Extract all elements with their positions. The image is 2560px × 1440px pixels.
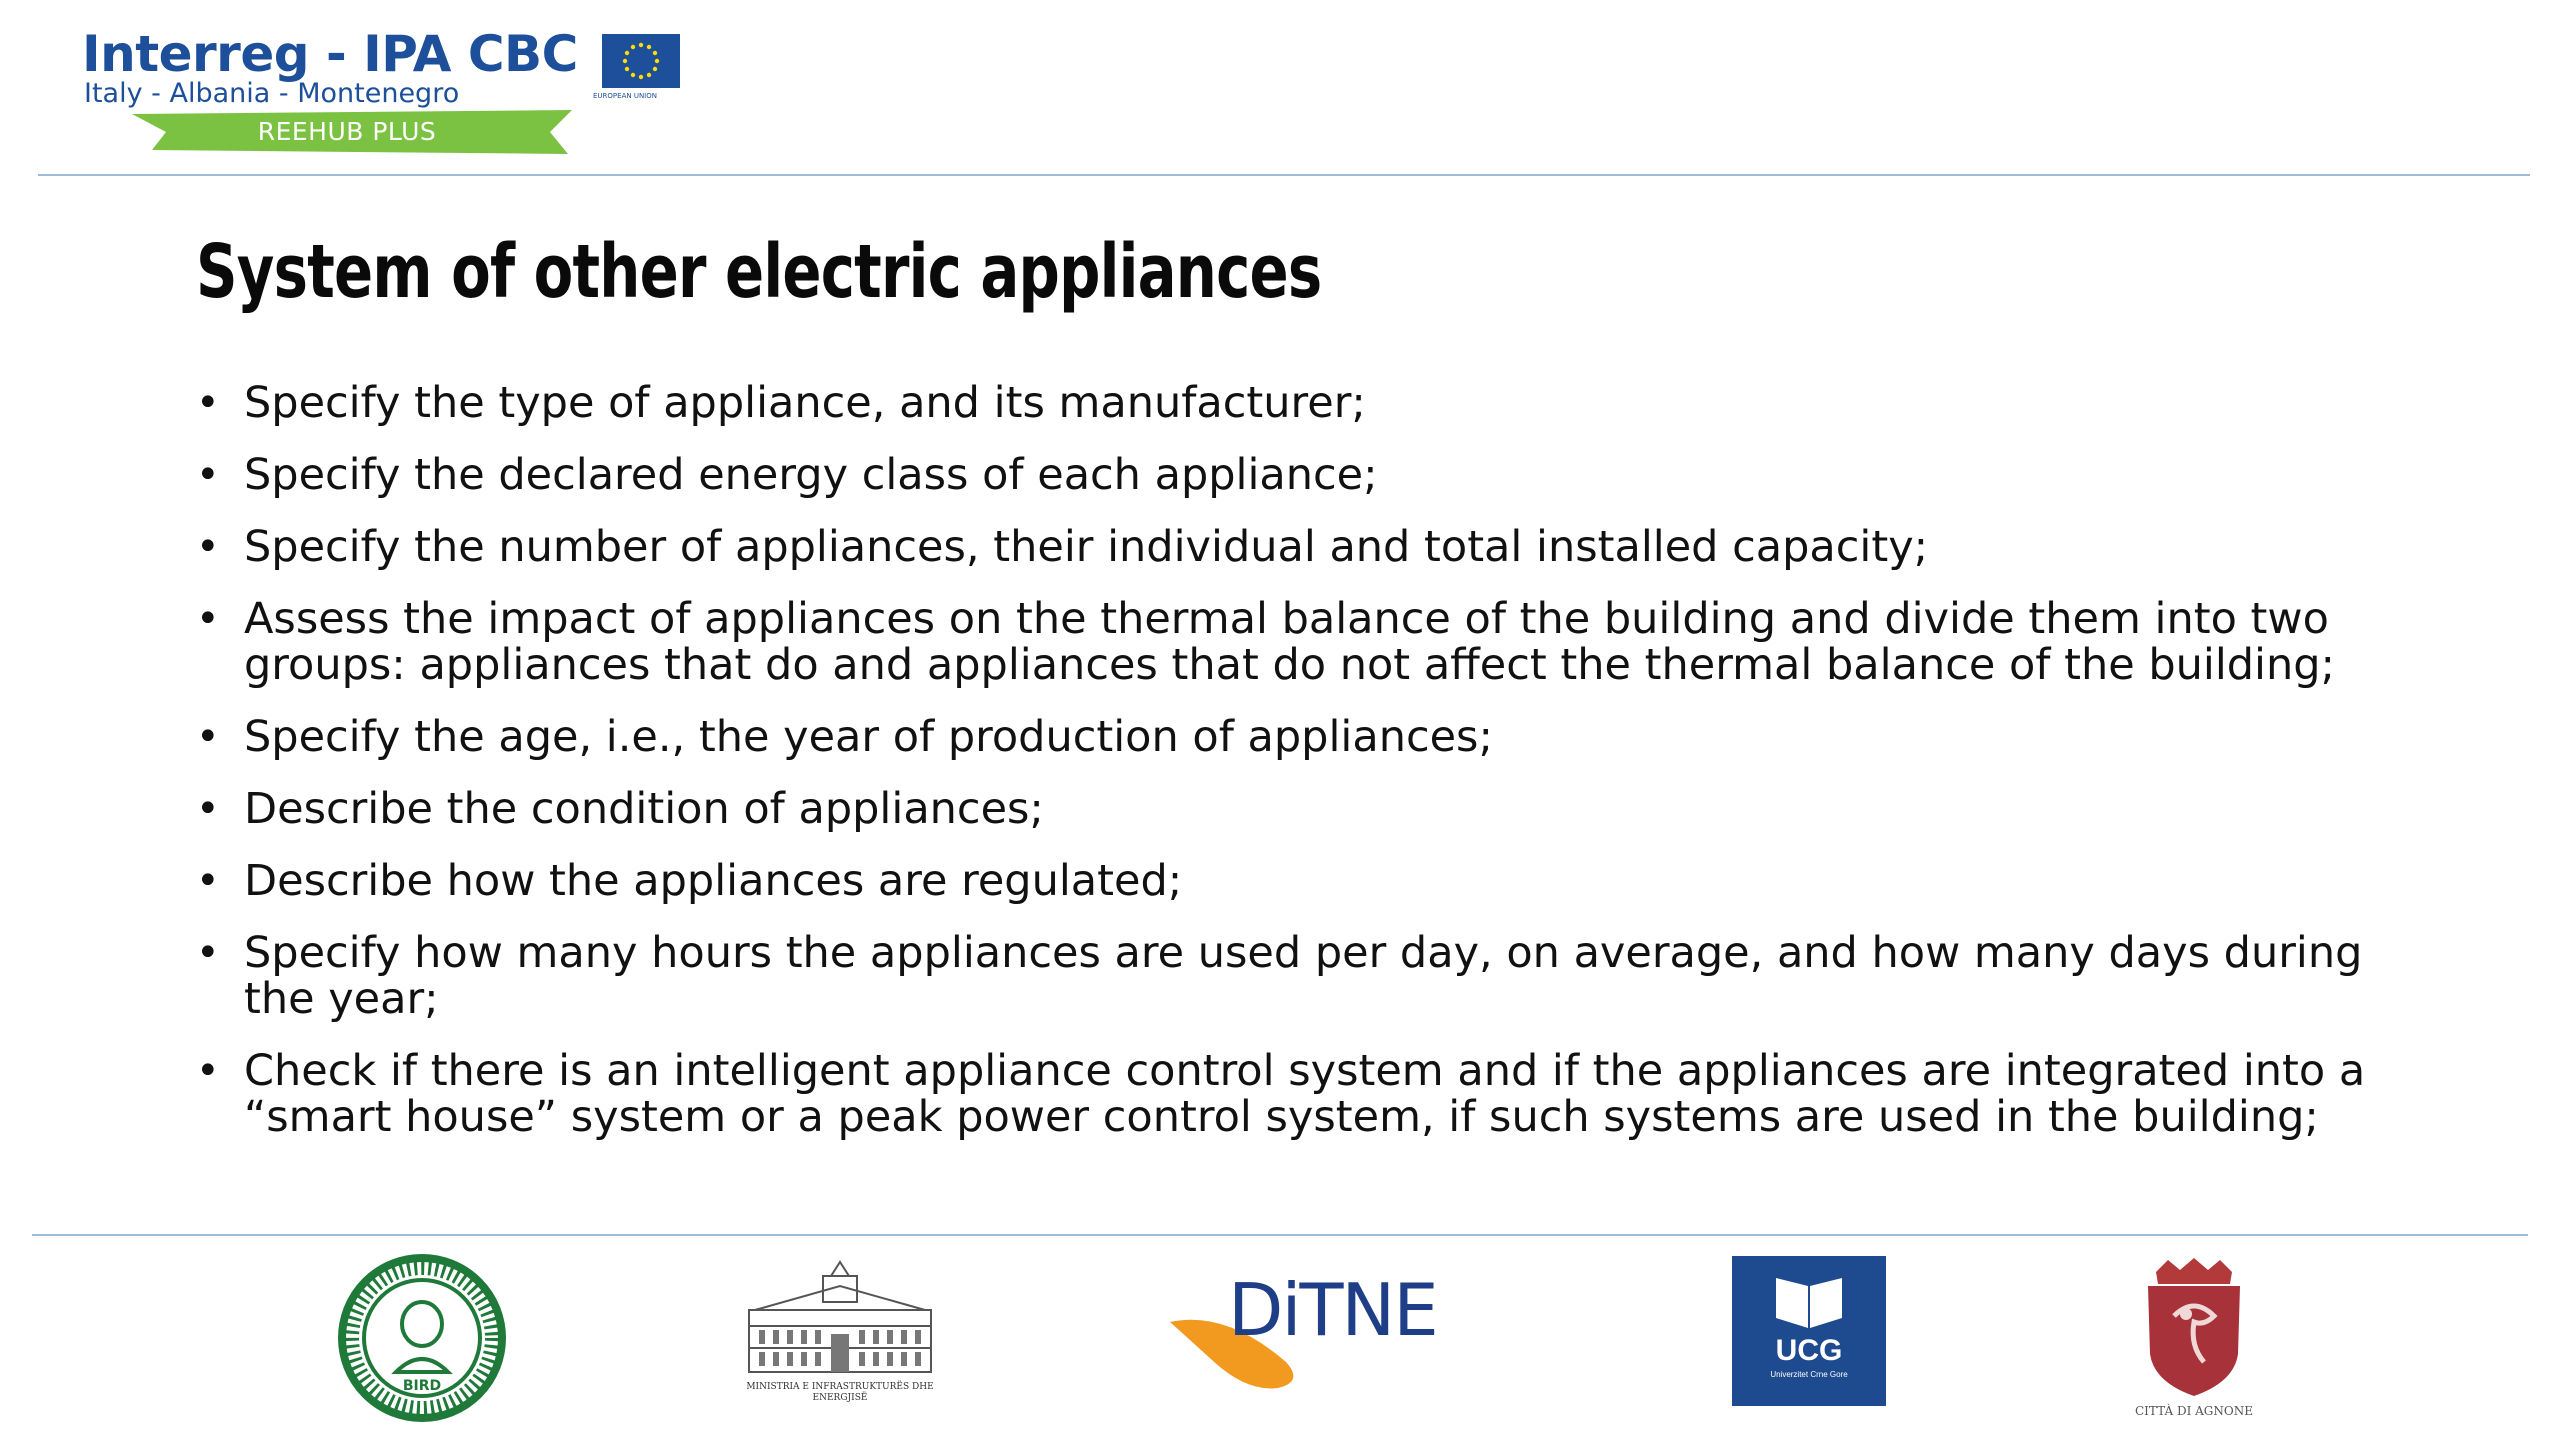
bird-text: BIRD bbox=[402, 1378, 442, 1394]
brand-countries: Italy - Albania - Montenegro bbox=[84, 78, 460, 109]
ministry-caption: MINISTRIA E INFRASTRUKTURËS DHE ENERGJISË bbox=[746, 1382, 934, 1403]
bullet-item bbox=[196, 930, 2416, 1022]
bird-institute-seal-icon bbox=[338, 1254, 506, 1422]
bullet-text: Check if there is an intelligent appliance control system and if the appliances are integrated into a “smart house” system or a peak power control system, if such systems are used in the building; bbox=[244, 1046, 2366, 1142]
bullet-item bbox=[196, 786, 2416, 832]
bullet-item bbox=[196, 596, 2416, 688]
ucg-book-icon bbox=[1732, 1256, 1886, 1336]
ucg-box bbox=[1732, 1256, 1886, 1406]
eu-label: EUROPEAN UNION bbox=[593, 92, 657, 100]
bullet-item bbox=[196, 524, 2416, 570]
bullet-text: Assess the impact of appliances on the thermal balance of the building and divide them into two groups: appliances that do and appliances that do not affect the thermal balance of the building; bbox=[244, 594, 2336, 690]
bullet-text: Describe how the appliances are regulated; bbox=[244, 856, 1183, 906]
bullet-text: Specify the declared energy class of each appliance; bbox=[244, 450, 1378, 500]
bullet-text: Describe the condition of appliances; bbox=[244, 784, 1044, 834]
bullet-dot-icon: • bbox=[196, 714, 220, 760]
bullet-text: Specify how many hours the appliances are used per day, on average, and how many days during the year; bbox=[244, 928, 2363, 1024]
project-banner bbox=[132, 110, 622, 154]
bullet-dot-icon: • bbox=[196, 524, 220, 570]
footer-divider bbox=[32, 1234, 2528, 1236]
bullet-item bbox=[196, 858, 2416, 904]
project-name: REEHUB PLUS bbox=[257, 117, 437, 146]
ministry-building-icon bbox=[735, 1256, 945, 1380]
bullet-item bbox=[196, 380, 2416, 426]
ucg-logo bbox=[1732, 1256, 1886, 1406]
ditne-text: DiTNE bbox=[1228, 1268, 1437, 1352]
bullet-text: Specify the number of appliances, their individual and total installed capacity; bbox=[244, 522, 1929, 572]
bullet-dot-icon: • bbox=[196, 786, 220, 832]
bullet-dot-icon: • bbox=[196, 858, 220, 904]
ucg-text: UCG bbox=[1775, 1334, 1843, 1367]
agnone-crest-icon bbox=[2134, 1256, 2254, 1402]
bullet-text: Specify the age, i.e., the year of production of appliances; bbox=[244, 712, 1493, 762]
bullet-list bbox=[196, 380, 2416, 1166]
bullet-item bbox=[196, 1048, 2416, 1140]
bullet-dot-icon: • bbox=[196, 452, 220, 498]
bird-logo bbox=[338, 1254, 506, 1422]
header-divider bbox=[38, 174, 2530, 176]
bullet-item bbox=[196, 714, 2416, 760]
interreg-logo bbox=[82, 25, 657, 158]
bullet-item bbox=[196, 452, 2416, 498]
eu-flag-icon bbox=[602, 34, 680, 88]
ditne-logo bbox=[1166, 1270, 1496, 1400]
slide-title: System of other electric appliances bbox=[196, 229, 1322, 315]
bullet-dot-icon: • bbox=[196, 1048, 220, 1094]
agnone-logo bbox=[2134, 1256, 2254, 1422]
bullet-dot-icon: • bbox=[196, 596, 220, 642]
bullet-dot-icon: • bbox=[196, 380, 220, 426]
bullet-text: Specify the type of appliance, and its manufacturer; bbox=[244, 378, 1366, 428]
agnone-caption: CITTÀ DI AGNONE bbox=[2134, 1404, 2253, 1418]
bullet-dot-icon: • bbox=[196, 930, 220, 976]
ucg-subtitle: Univerzitet Crne Gore bbox=[1770, 1370, 1848, 1379]
brand-title: Interreg - IPA CBC bbox=[82, 25, 578, 83]
ministry-logo bbox=[735, 1256, 945, 1416]
